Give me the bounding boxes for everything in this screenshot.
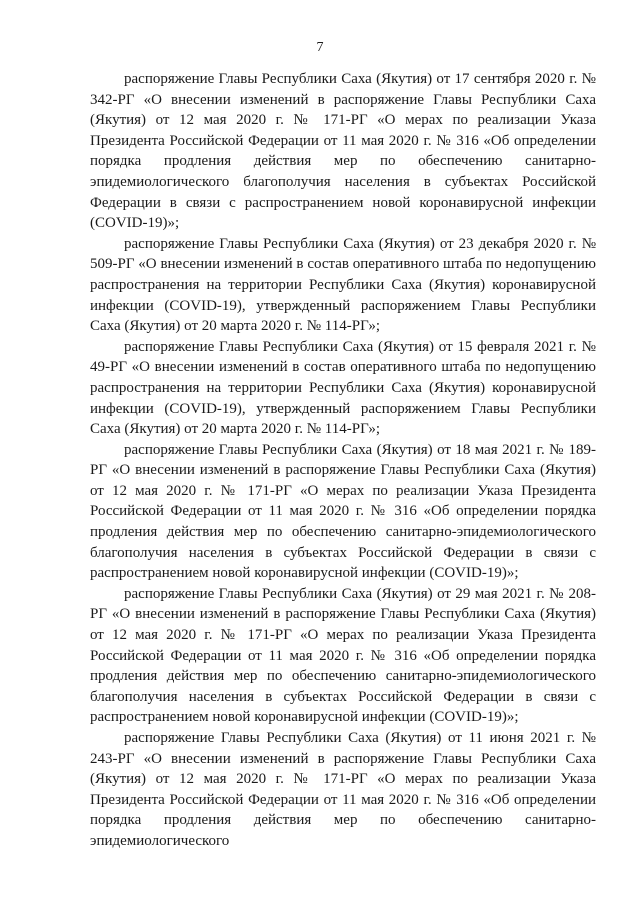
paragraph-order-189: распоряжение Главы Республики Саха (Якутия) от 18 мая 2021 г. № 189-РГ «О внесении изменений в распоряжение Главы Республики Саха (Якутия) от 12 мая 2020 г. № 171-РГ «О мерах по реализации Указа Президента Российской Федерации от 11 мая 2020 г. № 316 «Об определении порядка продления действия мер по обеспечению санитарно-эпидемиологического благополучия населения в субъектах Российской Федерации в связи с распространением новой коронавирусной инфекции (COVID-19)»;	[90, 441, 596, 582]
paragraph-order-509: распоряжение Главы Республики Саха (Якутия) от 23 декабря 2020 г. № 509-РГ «О внесении изменений в состав оперативного штаба по недопущению распространения на территории Республики Саха (Якутия) коронавирусной инфекции (COVID-19), утвержденный распоряжением Главы Республики Саха (Якутия) от 20 марта 2020 г. № 114-РГ»;	[90, 235, 596, 335]
page-number: 7	[316, 40, 324, 55]
paragraph-order-49: распоряжение Главы Республики Саха (Якутия) от 15 февраля 2021 г. № 49-РГ «О внесении изменений в состав оперативного штаба по недопущению распространения на территории Республики Саха (Якутия) коронавирусной инфекции (COVID-19), утвержденный распоряжением Главы Республики Саха (Якутия) от 20 марта 2020 г. № 114-РГ»;	[90, 338, 596, 438]
paragraph-order-342: распоряжение Главы Республики Саха (Якутия) от 17 сентября 2020 г. № 342-РГ «О внесении изменений в распоряжение Главы Республики Саха (Якутия) от 12 мая 2020 г. № 171-РГ «О мерах по реализации Указа Президента Российской Федерации от 11 мая 2020 г. № 316 «Об определении порядка продления действия мер по обеспечению санитарно-эпидемиологического благополучия населения в субъектах Российской Федерации в связи с распространением новой коронавирусной инфекции (COVID-19)»;	[90, 71, 596, 232]
paragraph-order-243: распоряжение Главы Республики Саха (Якутия) от 11 июня 2021 г. № 243-РГ «О внесении изменений в распоряжение Главы Республики Саха (Якутия) от 12 мая 2020 г. № 171-РГ «О мерах по реализации Указа Президента Российской Федерации от 11 мая 2020 г. № 316 «Об определении порядка продления действия мер по обеспечению санитарно-эпидемиологического	[90, 730, 596, 849]
paragraph-order-208: распоряжение Главы Республики Саха (Якутия) от 29 мая 2021 г. № 208-РГ «О внесении изменений в распоряжение Главы Республики Саха (Якутия) от 12 мая 2020 г. № 171-РГ «О мерах по реализации Указа Президента Российской Федерации от 11 мая 2020 г. № 316 «Об определении порядка продления действия мер по обеспечению санитарно-эпидемиологического благополучия населения в субъектах Российской Федерации в связи с распространением новой коронавирусной инфекции (COVID-19)»;	[90, 585, 596, 726]
document-body	[90, 69, 596, 852]
